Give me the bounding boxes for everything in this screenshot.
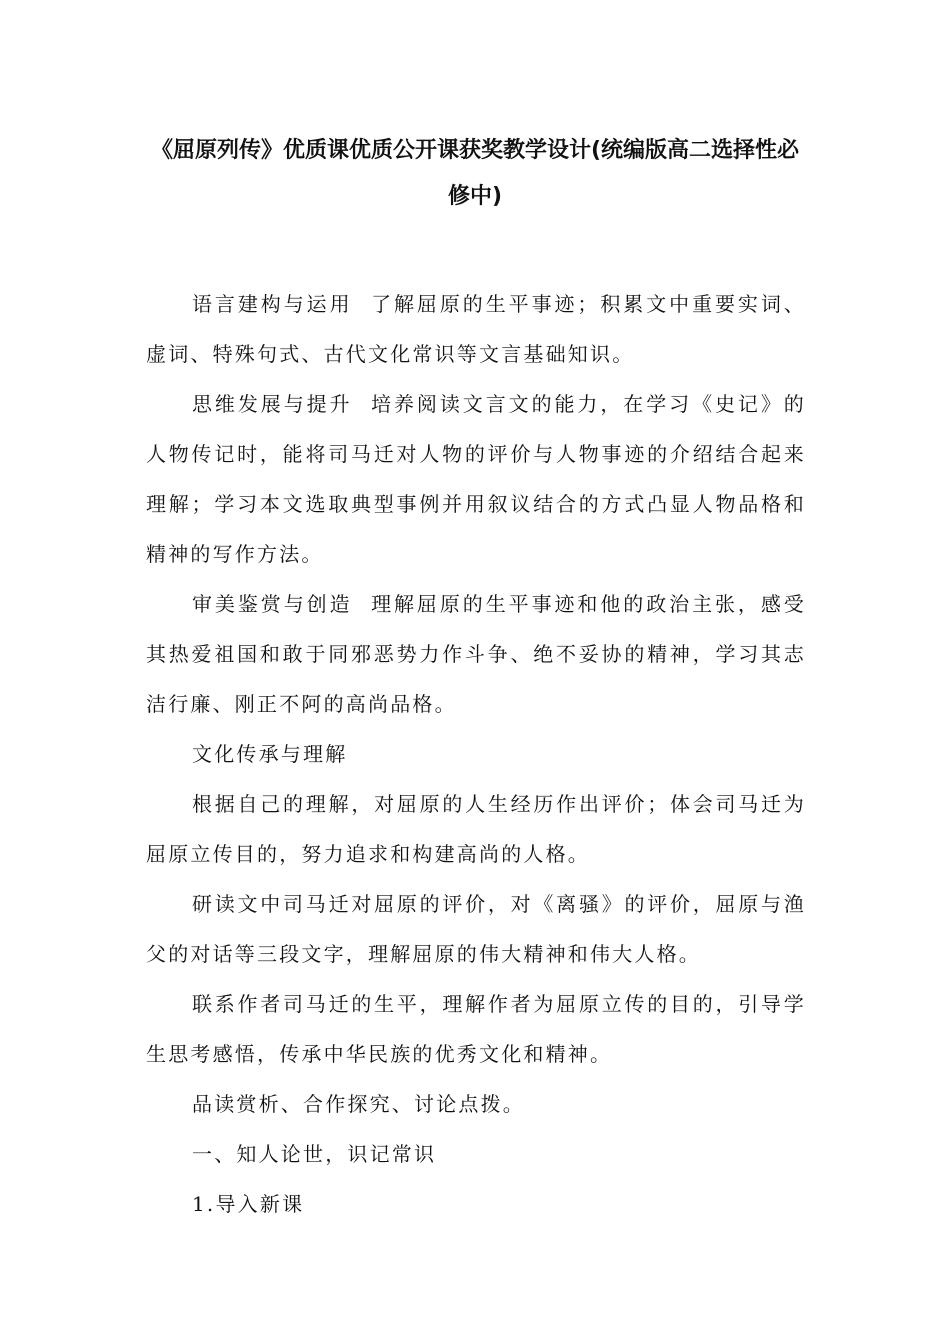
- paragraph-text: 文化传承与理解: [192, 742, 348, 766]
- paragraph-text: 品读赏析、合作探究、讨论点拨。: [192, 1092, 525, 1116]
- paragraph-text: 理解屈原的生平事迹和他的政治主张，感受其热爱祖国和敢于同邪恶势力作斗争、绝不妥协的精神，学习其志洁行廉、刚正不阿的高尚品格。: [146, 592, 806, 716]
- paragraph-text: 培养阅读文言文的能力，在学习《史记》的人物传记时，能将司马迁对人物的评价与人物事迹的介绍结合起来理解；学习本文选取典型事例并用叙议结合的方式凸显人物品格和精神的写作方法。: [146, 392, 806, 566]
- paragraph-culture-heading: [146, 729, 806, 779]
- paragraph-culture-3: [146, 979, 806, 1079]
- paragraph-language: [146, 279, 806, 379]
- paragraph-text: 联系作者司马迁的生平，理解作者为屈原立传的目的，引导学生思考感悟，传承中华民族的优秀文化和精神。: [146, 992, 806, 1066]
- paragraph-methods: [146, 1079, 806, 1129]
- document-title: [120, 128, 830, 220]
- paragraph-text: 根据自己的理解，对屈原的人生经历作出评价；体会司马迁为屈原立传目的，努力追求和构建高尚的人格。: [146, 792, 806, 866]
- paragraph-culture-2: [146, 879, 806, 979]
- title-line-2: 修中): [447, 184, 503, 209]
- paragraph-text: 1.导入新课: [192, 1192, 305, 1216]
- paragraph-thinking: [146, 379, 806, 579]
- paragraph-lead: 审美鉴赏与创造: [192, 592, 353, 616]
- paragraph-lead: 思维发展与提升: [192, 392, 353, 416]
- section-heading: [146, 1129, 806, 1179]
- title-line-1: 《屈原列传》优质课优质公开课获奖教学设计(统编版高二选择性必: [150, 138, 800, 163]
- paragraph-culture-1: [146, 779, 806, 879]
- paragraph-aesthetics: [146, 579, 806, 729]
- paragraph-text: 研读文中司马迁对屈原的评价，对《离骚》的评价，屈原与渔父的对话等三段文字，理解屈原的伟大精神和伟大人格。: [146, 892, 806, 966]
- paragraph-text: 一、知人论世，识记常识: [192, 1142, 437, 1166]
- paragraph-text: 了解屈原的生平事迹；积累文中重要实词、虚词、特殊句式、古代文化常识等文言基础知识。: [146, 292, 806, 366]
- document-body: [146, 279, 806, 1229]
- paragraph-lead: 语言建构与运用: [192, 292, 353, 316]
- subsection-heading: [146, 1179, 806, 1229]
